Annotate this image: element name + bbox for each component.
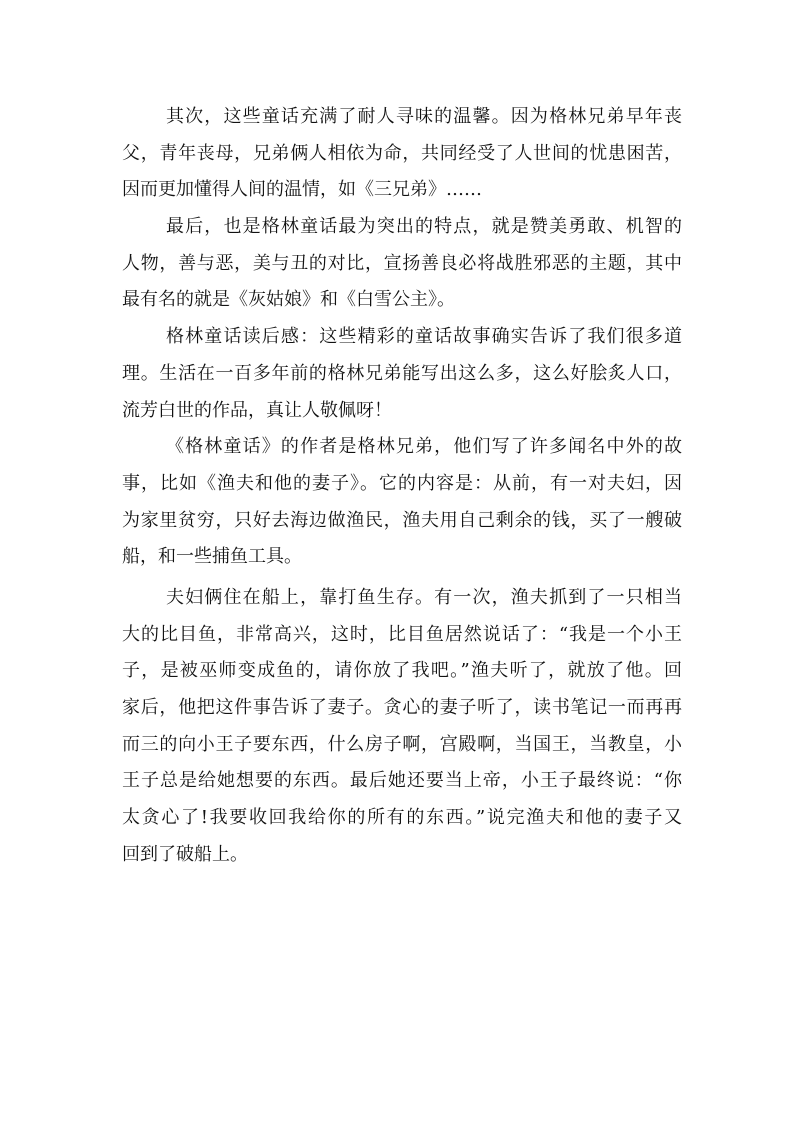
text-line: 大的比目鱼，非常高兴，这时，比目鱼居然说话了：“我是一个小王	[122, 623, 682, 645]
text-line: 王子总是给她想要的东西。最后她还要当上帝，小王子最终说：“你	[122, 770, 682, 792]
paragraph-4	[122, 429, 682, 576]
text-line: 理。生活在一百多年前的格林兄弟能写出这么多，这么好脍炙人口，	[122, 362, 682, 384]
text-line: 父，青年丧母，兄弟俩人相依为命，共同经受了人世间的忧患困苦，	[122, 142, 682, 164]
text-line: 流芳白世的作品，真让人敬佩呀！	[122, 399, 392, 421]
paragraph-2	[122, 209, 682, 319]
text-line: 夫妇俩住在船上，靠打鱼生存。有一次，渔夫抓到了一只相当	[166, 586, 682, 608]
text-line: 船，和一些捕鱼工具。	[122, 546, 302, 568]
text-line: 格林童话读后感：这些精彩的童话故事确实告诉了我们很多道	[166, 326, 682, 348]
text-line: 子，是被巫师变成鱼的，请你放了我吧。”渔夫听了，就放了他。回	[122, 660, 682, 682]
text-line: 太贪心了!我要收回我给你的所有的东西。”说完渔夫和他的妻子又	[122, 807, 682, 829]
text-line: 因而更加懂得人间的温情，如《三兄弟》……	[122, 179, 482, 201]
text-line: 事，比如《渔夫和他的妻子》。它的内容是：从前，有一对夫妇，因	[122, 472, 682, 494]
text-line: 最有名的就是《灰姑娘》和《白雪公主》。	[122, 289, 455, 311]
text-line: 家后，他把这件事告诉了妻子。贪心的妻子听了，读书笔记一而再再	[122, 697, 682, 718]
paragraph-5	[122, 580, 682, 874]
text-line: 而三的向小王子要东西，什么房子啊，宫殿啊，当国王，当教皇，小	[122, 733, 682, 755]
text-line: 为家里贫穷，只好去海边做渔民，渔夫用自己剩余的钱，买了一艘破	[122, 509, 682, 531]
text-line: 人物，善与恶，美与丑的对比，宣扬善良必将战胜邪恶的主题，其中	[122, 252, 682, 274]
text-line: 最后，也是格林童话最为突出的特点，就是赞美勇敢、机智的	[166, 216, 682, 238]
text-line: 《格林童话》的作者是格林兄弟，他们写了许多闻名中外的故	[166, 436, 682, 458]
paragraph-1	[122, 99, 682, 209]
text-line: 回到了破船上。	[122, 843, 248, 865]
paragraph-3	[122, 319, 682, 429]
text-line: 其次，这些童话充满了耐人寻味的温馨。因为格林兄弟早年丧	[166, 106, 682, 127]
document-body	[122, 99, 682, 873]
